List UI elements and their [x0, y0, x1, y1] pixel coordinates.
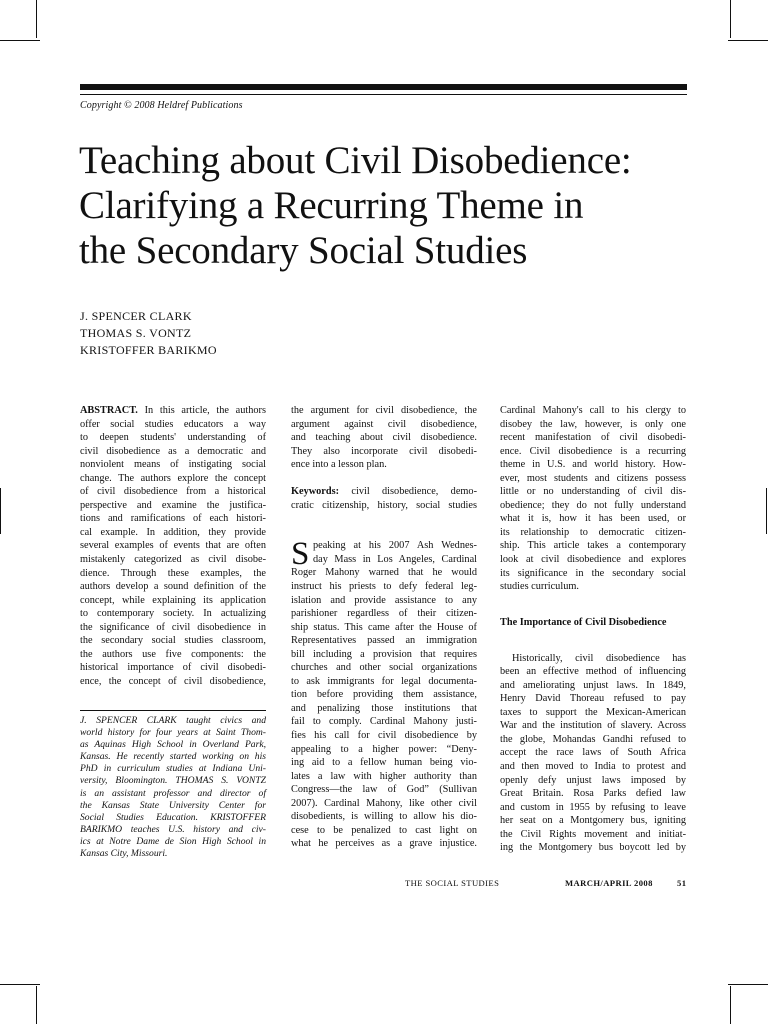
abstract-line: cal example. In addition, they provide: [80, 526, 266, 538]
abstract-line-text: In this article, the authors: [144, 405, 266, 416]
abstract-line: historical importance of civil disobedi-: [80, 662, 266, 674]
copyright-notice: Copyright © 2008 Heldref Publications: [80, 100, 243, 111]
abstract: [80, 404, 266, 688]
bio-line: Kansas City, Missouri.: [80, 848, 168, 860]
bio-line: BARIKMO teaches U.S. history and civ-: [80, 823, 266, 835]
body-line: its significance in the secondary social: [500, 567, 686, 579]
body-line: theme in U.S. and world history. How-: [500, 459, 686, 471]
author-name: J. SPENCER CLARK: [80, 309, 192, 323]
bio-line: the Kansas State University Center for: [80, 799, 266, 811]
body-line: islation and provide assistance to any: [291, 594, 477, 606]
abstract-line: concept, while explaining its application: [80, 594, 266, 606]
body-line: ing the Montgomery bus boycott led by: [500, 842, 686, 854]
body-line: peaking at his 2007 Ash Wednes-: [313, 540, 477, 552]
body-line: and custom in 1955 by refusing to leave: [500, 801, 686, 813]
abstract-line: the significance of civil disobedience in: [80, 621, 266, 633]
body-line: lates a law with higher authority than: [291, 770, 477, 782]
body-line: the globe, Mohandas Gandhi refused to: [500, 733, 686, 745]
article-title: [79, 138, 699, 273]
body-line: ever, most students and citizens possess: [500, 472, 686, 484]
keywords-text: civil disobedience, demo-: [351, 486, 477, 498]
keywords-line: cratic citizenship, history, social studies: [291, 499, 477, 511]
body-line: Cardinal Mahony's call to his clergy to: [500, 405, 686, 416]
keywords-label: Keywords:: [291, 486, 340, 498]
abstract-line: mistakenly categorized as civil disobe-: [80, 554, 266, 566]
section-heading: The Importance of Civil Disobedience: [500, 617, 667, 628]
header-rule: [80, 84, 687, 90]
abstract-line: ence, the concept of civil disobedience,: [80, 675, 266, 687]
body-line: bill including a provision that requires: [291, 648, 477, 660]
body-line: Roger Mahony warned that he would: [291, 567, 477, 579]
body-line: taxes to support the Mexican-American: [500, 706, 686, 718]
body-line: disobedients, is willing to allow his dio-: [291, 811, 477, 823]
body-line: been an effective method of influencing: [500, 666, 686, 678]
drop-cap: S: [291, 536, 310, 572]
abstract-line: tions and ramifications of each histori-: [80, 513, 266, 525]
abstract-line: and teaching about civil disobedience.: [291, 432, 477, 444]
abstract-line: perspective and examine the justifica-: [80, 499, 266, 511]
body-line: fies his call for civil disobedience by: [291, 729, 477, 741]
keywords-line: [291, 485, 477, 499]
abstract-line: dience. Through these examples, the: [80, 567, 266, 579]
crop-mark: [728, 40, 768, 41]
abstract-line: authors develop a sound definition of the: [80, 581, 266, 593]
body-line: its relationship to democratic citizen-: [500, 526, 686, 538]
crop-mark: [0, 984, 40, 985]
body-line: Henry David Thoreau refused to pay: [500, 693, 686, 705]
abstract-line: They also incorporate civil disobedi-: [291, 445, 477, 457]
page-number: 51: [677, 878, 687, 888]
body-line: fail to comply. Cardinal Mahony justi-: [291, 716, 477, 728]
bio-line: is an assistant professor and director of: [80, 787, 266, 799]
author-bio: [80, 710, 266, 860]
title-line: Clarifying a Recurring Theme in: [79, 184, 584, 227]
abstract-line: the argument for civil disobedience, the: [291, 405, 477, 416]
body-line: and penalizing those institutions that: [291, 702, 477, 714]
body-line: and then moved to India to protest and: [500, 761, 686, 773]
abstract-line: of civil disobedience from a historical: [80, 486, 266, 498]
author-name: KRISTOFFER BARIKMO: [80, 343, 217, 357]
body-line: what it is, how it has been used, or: [500, 513, 686, 525]
body-line: cese to be penalized to cast light on: [291, 824, 477, 836]
crop-mark: [766, 488, 767, 534]
body-line: look at civil disobedience and explores: [500, 554, 686, 566]
footer-journal: THE SOCIAL STUDIES: [405, 878, 500, 888]
abstract-line: [80, 404, 266, 418]
body-line: instruct his priests to defy federal leg-: [291, 580, 477, 592]
crop-mark: [36, 0, 37, 38]
crop-mark: [0, 488, 1, 534]
abstract-line: nonviolent means of instigating social: [80, 459, 266, 471]
body-line: disobey the law, however, is only one: [500, 418, 686, 430]
abstract-line: the secondary social studies classroom,: [80, 635, 266, 647]
body-line: appealing to a higher power: “Deny-: [291, 743, 477, 755]
body-line: accept the race laws of South Africa: [500, 747, 686, 759]
crop-mark: [728, 984, 768, 985]
body-line: to ask immigrants for legal documenta-: [291, 675, 477, 687]
body-line: 2007). Cardinal Mahony, like other civil: [291, 797, 477, 809]
body-line: recent manifestation of civil disobedi-: [500, 432, 686, 444]
bio-line: Social Studies Education. KRISTOFFER: [80, 811, 266, 823]
abstract-label: ABSTRACT.: [80, 405, 138, 416]
crop-mark: [730, 986, 731, 1024]
body-line: the Civil Rights movement and initiat-: [500, 828, 686, 840]
body-line: ing aid to a fellow human being vio-: [291, 757, 477, 769]
header-rule-thin: [80, 94, 687, 95]
body-line: studies curriculum.: [500, 581, 579, 593]
body-line: churches and other social organizations: [291, 662, 477, 674]
body-line: ence. Civil disobedience is a recurring: [500, 445, 686, 457]
body-line: openly defy unjust laws imposed by: [500, 774, 686, 786]
body-line: day Mass in Los Angeles, Cardinal: [313, 553, 477, 565]
body-line: ship. This article takes a contemporary: [500, 540, 686, 552]
body-line: little or no understanding of civil dis-: [500, 486, 686, 498]
abstract-line: the authors use five components: the: [80, 648, 266, 660]
bio-line: world history for four years at Saint Thom-: [80, 727, 266, 739]
bio-line: Kansas. He recently started working on his: [80, 751, 266, 763]
bio-line: PhD in curriculum studies at Indiana Uni-: [80, 763, 266, 775]
abstract-line: change. The authors explore the concept: [80, 472, 266, 484]
body-line: Representatives passed an immigration: [291, 635, 477, 647]
abstract-line: civil disobedience as a democratic and: [80, 445, 266, 457]
body-line: parishioner regardless of their citizen-: [291, 608, 477, 620]
body-line: what he perceives as a grave injustice.: [291, 838, 477, 850]
body-line: and ameliorating unjust laws. In 1849,: [500, 679, 686, 691]
bio-line: ics at Notre Dame de Sion High School in: [80, 835, 266, 847]
column-middle: [291, 404, 477, 851]
abstract-line: to deepen students' understanding of: [80, 432, 266, 444]
bio-line: J. SPENCER CLARK taught civics and: [80, 715, 266, 726]
body-line: her seat on a Montgomery bus, igniting: [500, 815, 686, 827]
crop-mark: [0, 40, 40, 41]
footer-date: MARCH/APRIL 2008: [565, 878, 653, 888]
abstract-line: to contemporary society. In actualizing: [80, 608, 266, 620]
abstract-line: ence into a lesson plan.: [291, 459, 387, 471]
title-line: the Secondary Social Studies: [79, 229, 528, 272]
title-line: Teaching about Civil Disobedience:: [79, 139, 632, 182]
abstract-line: several examples of events that are often: [80, 540, 266, 552]
body-line: Great Britain. Rosa Parks defied law: [500, 788, 686, 800]
body-line: Congress—the law of God” (Sullivan: [291, 784, 477, 796]
body-line: ship status. This came after the House of: [291, 621, 477, 633]
body-line: Historically, civil disobedience has: [512, 652, 686, 664]
crop-mark: [730, 0, 731, 38]
bio-line: versity, Bloomington. THOMAS S. VONTZ: [80, 775, 266, 787]
body-line: tion before providing them assistance,: [291, 689, 477, 701]
body-line: obedience; they do not fully understand: [500, 499, 686, 511]
abstract-line: argument against civil disobedience,: [291, 418, 477, 430]
bio-line: as Aquinas High School in Overland Park,: [80, 739, 266, 751]
crop-mark: [36, 986, 37, 1024]
author-name: THOMAS S. VONTZ: [80, 326, 192, 340]
abstract-line: offer social studies educators a way: [80, 418, 266, 430]
body-line: War and the institution of slavery. Across: [500, 720, 686, 732]
author-list: [80, 308, 217, 359]
